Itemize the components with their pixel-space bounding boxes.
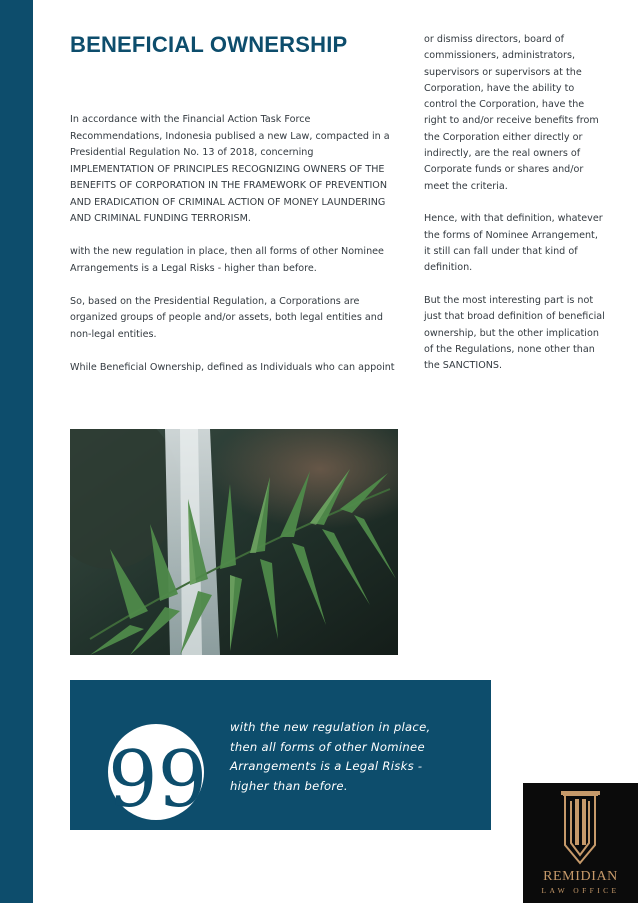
- paragraph: or dismiss directors, board of commissioners, administrators, supervisors or supervisors at the Corporation, have the ability to control the Corporation, have the right to and/or receive benefits from the Corporation either directly or indirectly, are the real owners of Corporate funds or shares and/or meet the criteria.: [424, 34, 599, 192]
- right-text-column: [424, 32, 606, 391]
- paragraph: with the new regulation in place, then all forms of other Nominee Arrangements is a Legal Risks - higher than before.: [70, 246, 384, 274]
- paragraph: While Beneficial Ownership, defined as Individuals who can appoint: [70, 361, 395, 373]
- paragraph: In accordance with the Financial Action Task Force Recommendations, Indonesia publised a new Law, compacted in a Presidential Regulation No. 13 of 2018, concerning IMPLEMENTATION OF PRINCIPLES RECOGNIZING OWNERS OF THE BENEFITS OF CORPORATION IN THE FRAMEWORK OF PREVENTION AND ERADICATION OF CRIMINAL ACTION OF MONEY LAUNDERING AND CRIMINAL FUNDING TERRORISM.: [70, 114, 390, 224]
- quotation-mark-icon: 99: [108, 735, 208, 825]
- paragraph: So, based on the Presidential Regulation, a Corporations are organized groups of people and/or assets, both legal entities and non-legal entities.: [70, 295, 383, 340]
- palm-leaf-image: [70, 429, 398, 655]
- logo-name: REMIDIAN: [543, 869, 618, 884]
- paragraph: But the most interesting part is not just that broad definition of beneficial ownership, but the other implication of the Regulations, none other than the SANCTIONS.: [424, 295, 605, 372]
- paragraph: Hence, with that definition, whatever the forms of Nominee Arrangement, it still can fall under that kind of definition.: [424, 213, 603, 274]
- left-text-column: [70, 112, 396, 393]
- logo-subtitle: LAW OFFICE: [541, 886, 620, 895]
- remidian-logo: [523, 783, 638, 903]
- pull-quote-text: with the new regulation in place, then all forms of other Nominee Arrangements is a Legal Risks - higher than before.: [230, 720, 431, 793]
- pull-quote-box: [70, 680, 491, 830]
- side-accent-bar: [0, 0, 33, 903]
- palm-leaf-photo: [70, 429, 398, 655]
- page-title: BENEFICIAL OWNERSHIP: [70, 32, 348, 57]
- quote-circle: [108, 724, 208, 825]
- pillar-logo-icon: [523, 783, 638, 869]
